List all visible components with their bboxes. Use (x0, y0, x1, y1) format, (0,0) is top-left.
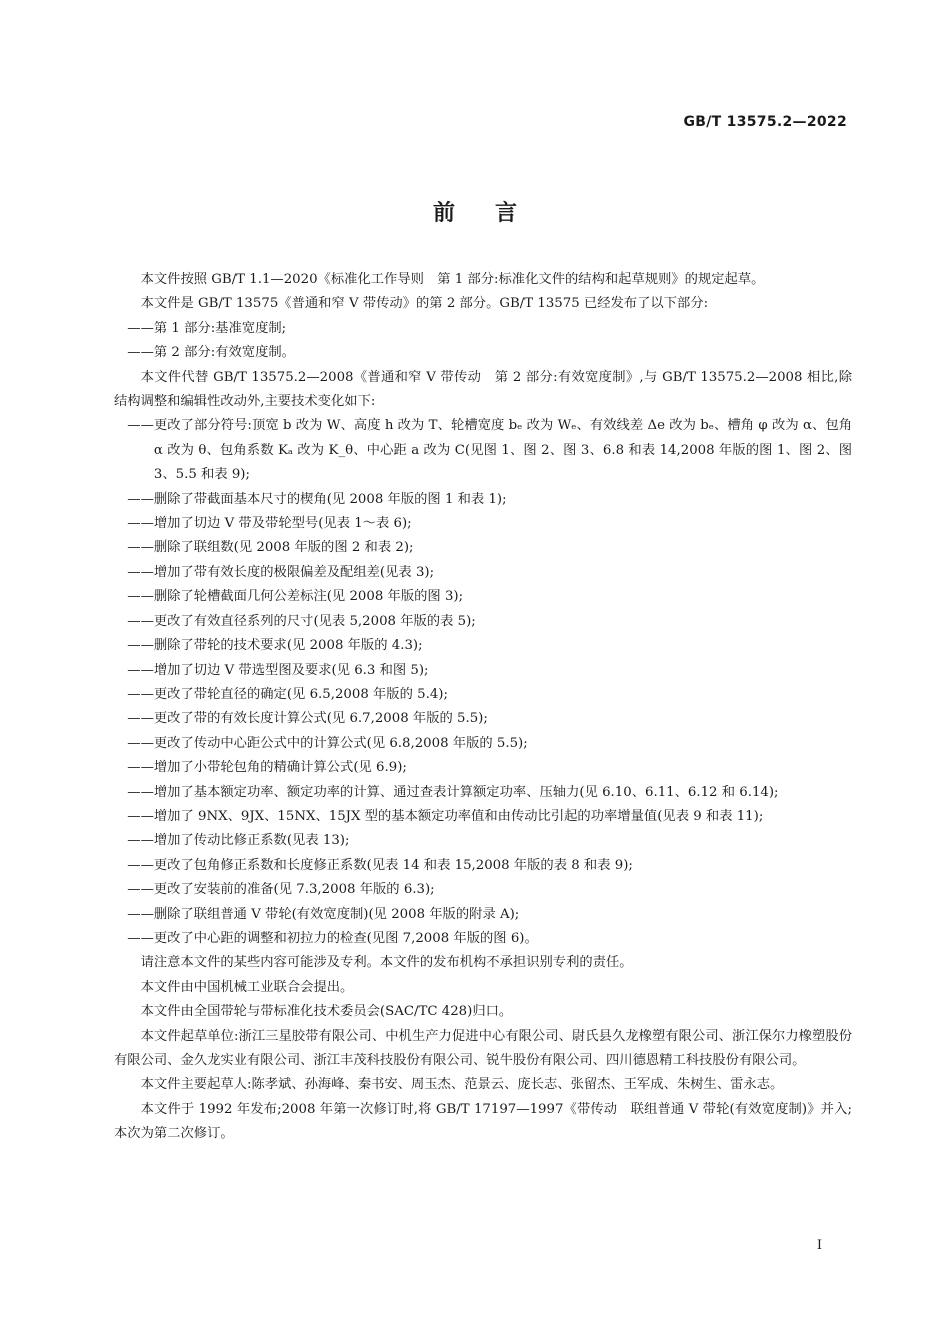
list-item: ——删除了联组数(见 2008 年版的图 2 和表 2); (127, 540, 414, 556)
list-item: ——增加了 9NX、9JX、15NX、15JX 型的基本额定功率值和由传动比引起的功率增量值(见表 9 和表 11); (127, 808, 764, 824)
paragraph-drafting-units: 本文件起草单位:浙江三星胶带有限公司、中机生产力促进中心有限公司、尉氏县久龙橡塑有限公司、浙江保尔力橡塑股份有限公司、金久龙实业有限公司、浙江丰茂科技股份有限公司、锐牛股份有限公司、四川德恩精工科技股份有限公司。 (114, 1028, 852, 1068)
list-item: ——增加了小带轮包角的精确计算公式(见 6.9); (127, 760, 407, 776)
list-item: ——删除了带截面基本尺寸的楔角(见 2008 年版的图 1 和表 1); (127, 491, 507, 507)
page-title: 前言 (432, 201, 557, 226)
list-item: ——更改了有效直径系列的尺寸(见表 5,2008 年版的表 5); (127, 613, 476, 629)
list-item: ——删除了联组普通 V 带轮(有效宽度制)(见 2008 年版的附录 A); (127, 906, 520, 922)
list-item: ——删除了轮槽截面几何公差标注(见 2008 年版的图 3); (127, 589, 464, 605)
list-item: ——删除了带轮的技术要求(见 2008 年版的 4.3); (127, 638, 423, 654)
list-item: ——第 1 部分:基准宽度制; (127, 320, 287, 336)
foreword-body (114, 268, 852, 1147)
standard-code: GB/T 13575.2—2022 (683, 114, 847, 130)
list-item: ——更改了传动中心距公式中的计算公式(见 6.8,2008 年版的 5.5); (127, 735, 528, 751)
list-item: ——增加了传动比修正系数(见表 13); (127, 833, 350, 849)
paragraph-proposer: 本文件由中国机械工业联合会提出。 (140, 979, 354, 995)
paragraph-history: 本文件于 1992 年发布;2008 年第一次修订时,将 GB/T 17197—1997《带传动 联组普通 V 带轮(有效宽度制)》并入;本次为第二次修订。 (114, 1101, 852, 1142)
list-item: ——第 2 部分:有效宽度制。 (127, 345, 295, 361)
list-item: ——更改了中心距的调整和初拉力的检查(见图 7,2008 年版的图 6)。 (127, 930, 538, 946)
list-item: ——更改了带轮直径的确定(见 6.5,2008 年版的 5.4); (127, 686, 448, 702)
paragraph-drafters: 本文件主要起草人:陈孝斌、孙海峰、秦书安、周玉杰、范景云、庞长志、张留杰、王军成、朱树生、雷永志。 (140, 1077, 784, 1093)
list-item: ——增加了切边 V 带及带轮型号(见表 1～表 6); (127, 516, 412, 532)
paragraph-parts-intro: 本文件是 GB/T 13575《普通和窄 V 带传动》的第 2 部分。GB/T 13575 已经发布了以下部分: (140, 296, 709, 312)
list-item: ——增加了切边 V 带选型图及要求(见 6.3 和图 5); (127, 662, 429, 678)
paragraph-committee: 本文件由全国带轮与带标准化技术委员会(SAC/TC 428)归口。 (140, 1004, 513, 1020)
paragraph-drafting-rules: 本文件按照 GB/T 1.1—2020《标准化工作导则 第 1 部分:标准化文件的结构和起草规则》的规定起草。 (140, 272, 765, 287)
page-number: I (816, 1238, 822, 1253)
list-item: ——更改了部分符号:顶宽 b 改为 W、高度 h 改为 T、轮槽宽度 bₑ 改为 Wₑ、有效线差 Δe 改为 bₑ、槽角 φ 改为 α、包角 α 改为 θ、包角系数 Kₐ 改为 K_θ、中心距 a 改为 C(见图 1、图 2、图 3、6.8 和表 14,2008 年版的图 1、图 2、图 3、5.5 和表 9); (127, 418, 852, 483)
list-item: ——更改了包角修正系数和长度修正系数(见表 14 和表 15,2008 年版的表 8 和表 9); (127, 857, 633, 873)
paragraph-patent-notice: 请注意本文件的某些内容可能涉及专利。本文件的发布机构不承担识别专利的责任。 (140, 955, 633, 971)
paragraph-replaces: 本文件代替 GB/T 13575.2—2008《普通和窄 V 带传动 第 2 部分:有效宽度制》,与 GB/T 13575.2—2008 相比,除结构调整和编辑性改动外,主要技术变化如下: (114, 369, 852, 410)
list-item: ——更改了安装前的准备(见 7.3,2008 年版的 6.3); (127, 882, 435, 898)
list-item: ——增加了基本额定功率、额定功率的计算、通过查表计算额定功率、压轴力(见 6.10、6.11、6.12 和 6.14); (127, 784, 779, 800)
list-item: ——更改了带的有效长度计算公式(见 6.7,2008 年版的 5.5); (127, 711, 488, 727)
list-item: ——增加了带有效长度的极限偏差及配组差(见表 3); (127, 564, 435, 580)
